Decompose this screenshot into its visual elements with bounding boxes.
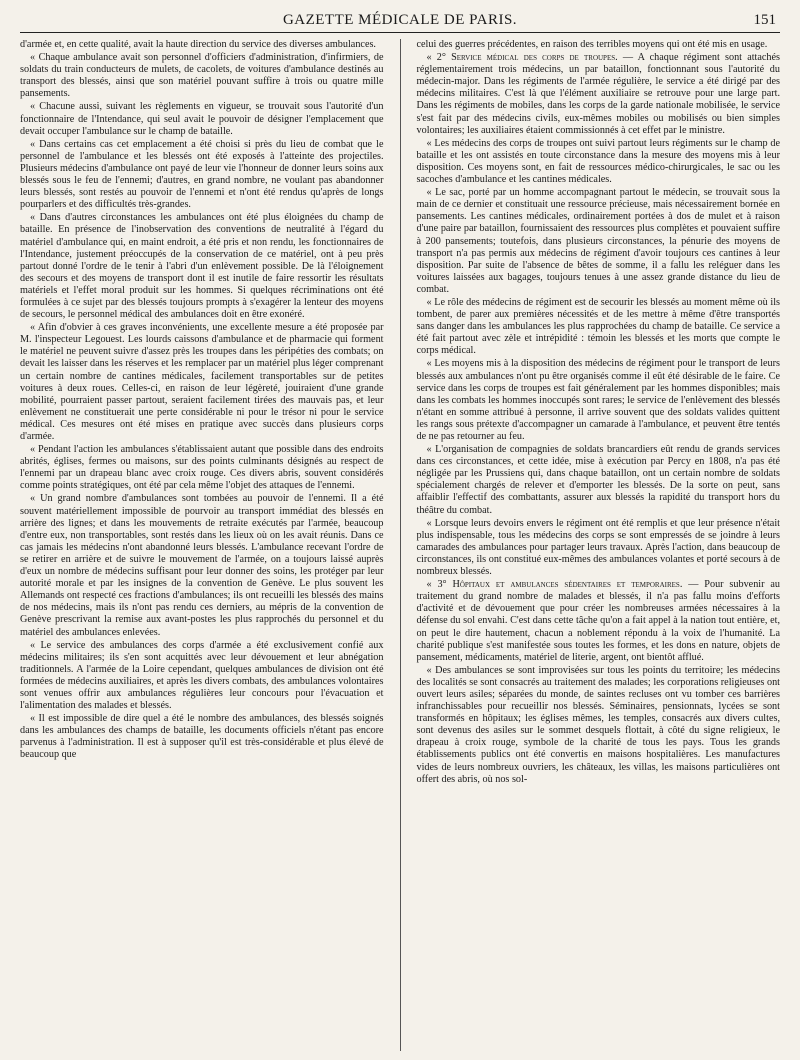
page-number: 151 — [753, 12, 776, 28]
paragraph-text: « Lorsque leurs devoirs envers le régiment ont été remplis et que leur présence n'était plus indispensable, tous les médecins des corps se sont empressés de se joindre à leurs camarades des ambulances pour partager leurs travaux. Après l'action, dans beaucoup de circonstances, ils ont constitué eux-mêmes des ambulances volantes et porté secours à de nombreux blessés. — [416, 517, 780, 578]
paragraph: « Un grand nombre d'ambulances sont tombées au pouvoir de l'ennemi. Il a été souvent matériellement impossible de pourvoir au transport immédiat des blessés en arrière des lignes; et dans les mouvements de retraite exécutés par l'armée, beaucoup d'entre eux, non transportables, sont restés dans les lieux où on les avait réunis. Dans ce cas jamais les médecins n'ont abandonné leurs blessés. L'ambulance recevant l'ordre de se retirer en arrière et de suivre le mouvement de l'armée, on a toujours laissé auprès d'eux un nombre de médecins suffisant pour leur donner des soins, les protéger par leur autorité morale et par les insignes de la convention de Genève. Le plus souvent les Allemands ont respecté ces fractions d'ambulances; ils ont recueilli les blessés des mains de nos médecins, mais ils n'ont pas rendu ces derniers, au mépris de la convention de Genève prescrivant la remise aux avant-postes les plus rapprochés du personnel et du matériel des ambulances enlevées. — [20, 493, 384, 638]
right-column — [417, 39, 781, 1051]
paragraph — [417, 518, 781, 578]
paragraph: « Chaque ambulance avait son personnel d'officiers d'administration, d'infirmiers, de soldats du train conducteurs de mulets, de cacolets, de voitures d'ambulance destinés au transport des blessés, ainsi que son matériel pouvant suffire à trois ou quatre mille pansements. — [20, 52, 384, 100]
left-column — [20, 39, 384, 1051]
paragraph-text: « Le rôle des médecins de régiment est de secourir les blessés au moment même où ils tombent, de parer aux premières nécessités et de les mettre à même d'être transportés sans danger dans les ambulances les plus rapprochées du champ de bataille. Ce service a été fait partout avec zèle et intrépidité : témoin les blessés et les morts que compte le corps médical. — [416, 296, 780, 357]
text-columns — [20, 39, 780, 1051]
journal-title: GAZETTE MÉDICALE DE PARIS. — [282, 12, 518, 28]
paragraph — [417, 297, 781, 357]
paragraph: « Pendant l'action les ambulances s'établissaient autant que possible dans des endroits abrités, églises, fermes ou maisons, sur des points culminants désignés au respect de l'ennemi par un drapeau blanc avec croix rouge. Ces divers abris, souvent considérés comme points stratégiques, ont été par cela même l'objet des attaques de l'ennemi. — [20, 444, 384, 492]
paragraph-text: « L'organisation de compagnies de soldats brancardiers eût rendu de grands services dans ces circonstances, et cette idée, mise à exécution par Percy en 1808, n'a pas été négligée par les Prussiens qui, dans chaque bataillon, ont un certain nombre de soldats spécialement chargés de relever et d'emporter les blessés. De la sorte on peut, sans affaiblir l'effectif des combattants, assurer aux blessés la rapidité du transport hors du théâtre du combat. — [416, 444, 780, 516]
paragraph: « Chacune aussi, suivant les règlements en vigueur, se trouvait sous l'autorité d'un fonctionnaire de l'Intendance, qui seul avait le pouvoir de désigner l'emplacement que devait occuper l'ambulance sur le champ de bataille. — [20, 101, 384, 137]
paragraph-text: — A chaque régiment sont attachés réglementairement trois médecins, un par bataillon, fonctionnant sous l'autorité du médecin-major. Dans les régiments de l'armée régulière, le service a été dirigé par des médecins militaires. C'est là que l'élément auxiliaire se retrouve pour une large part. Dans les régiments de mobiles, dans les corps de la garde nationale mobilisée, le service s'est fait par des médecins civils, eux-mêmes mobiles ou mobilisés ou bien simples volontaires; les auxiliaires étaient commissionnés à cet effet par le ministre. — [416, 52, 780, 136]
paragraph: « Il est impossible de dire quel a été le nombre des ambulances, des blessés soignés dans les ambulances des champs de bataille, les documents officiels n'étant pas encore parvenus à l'administration. Il est à supposer qu'il est très-considérable et plus élevé de beaucoup que — [20, 713, 384, 761]
paragraph-text: celui des guerres précédentes, en raison des terribles moyens qui ont été mis en usage. — [416, 39, 768, 50]
section-paragraph — [417, 579, 781, 664]
section-heading: « 3° Hôpitaux et ambulances sédentaires et temporaires. — [426, 579, 683, 591]
paragraph — [417, 665, 781, 786]
paragraph — [417, 444, 781, 517]
paragraph: « Afin d'obvier à ces graves inconvénients, une excellente mesure a été proposée par M. l'inspecteur Legouest. Les lourds caissons d'ambulance et de pharmacie qui forment le matériel ne peuvent suivre d'assez près les troupes dans les péripéties des combats; on devait les laisser dans les réserves et les remplacer par un matériel plus léger comprenant un certain nombre de cantines médicales, facilement transportables sur de petites voitures à deux roues. Celles-ci, en raison de leur légèreté, jouiraient d'une grande mobilité, pourraient passer partout, seraient facilement tirées des mauvais pas, et leur enlèvement ne constituerait une perte considérable ni pour le trésor ni pour le service médical. Ces mesures ont été mises en pratique avec succès dans plusieurs corps d'armée. — [20, 322, 384, 442]
paragraph — [417, 138, 781, 186]
paragraph: « Le service des ambulances des corps d'armée a été exclusivement confié aux médecins militaires; ils s'en sont acquittés avec leur dévouement et leur abnégation traditionnels. A l'armée de la Loire cependant, quelques ambulances de division ont été formées de médecins auxiliaires, et après les divers combats, des ambulances volontaires sont venues offrir aux ambulances régulières leur concours pour l'évacuation et l'alimentation des malades et blessés. — [20, 639, 384, 712]
paragraph-text: — Pour subvenir au traitement du grand nombre de malades et blessés, il n'a pas fallu moins d'efforts d'activité et de dévouement que pour créer les nombreuses armées nécessaires à la défense du sol envahi. C'est dans cette tâche qu'on a fait appel à la nation tout entière, et, on peut le dire hautement, chacun a noblement répondu à la voix de l'humanité. La charité publique s'est manifestée sous toutes les formes, et les dons en nature, objets de pansement, médicaments, matériel de literie, argent, ont bientôt afflué. — [416, 579, 780, 663]
paragraph — [417, 358, 781, 443]
paragraph-text: « Les médecins des corps de troupes ont suivi partout leurs régiments sur le champ de bataille et les ont assistés en toute circonstance dans la mesure des moyens mis à leur disposition. Ces moyens sont, en fait de ressources médico-chirurgicales, le sac ou les sacoches d'ambulance et les cantines médicales. — [416, 137, 780, 186]
paragraph: d'armée et, en cette qualité, avait la haute direction du service des diverses ambulances. — [20, 39, 376, 50]
paragraph: « Dans certains cas cet emplacement a été choisi si près du lieu de combat que le personnel de l'ambulance et les blessés ont été exposés à l'atteinte des projectiles. Plusieurs médecins d'ambulance ont payé de leur vie l'honneur de donner leurs soins aux blessés sous le feu de l'ennemi; d'autres, en grand nombre, ne voulant pas abandonner leurs blessés, sont restés au pouvoir de l'ennemi et n'ont été rendus qu'après de longs pourparlers et des difficultés très-grandes. — [20, 138, 384, 211]
paragraph-text: « Les moyens mis à la disposition des médecins de régiment pour le transport de leurs blessés aux ambulances n'ont pu être organisés comme il eût été désirable de le faire. Ce service dans les corps de troupes est fait généralement par les hommes disponibles; mais dans les combats les hommes inoccupés sont rares; le service de l'enlèvement des blessés n'étant en somme attribué à personne, il arrive souvent que des soldats valides quittent les rangs sous prétexte d'accompagner un camarade à l'ambulance, et peuvent être tentés de ne pas retourner au feu. — [416, 358, 780, 442]
paragraph-text: « Le sac, porté par un homme accompagnant partout le médecin, se trouvait sous la main de ce dernier et constituait une ressource précieuse, mais nécessairement bornée en pansements. Les cantines médicales, ordinairement portées à dos de mulet et à raison d'une paire par bataillon, fournissaient des ressources plus complètes et pouvaient suffire à 200 pansements; toutefois, dans plusieurs circonstances, la pénurie des moyens de transport n'a pas permis aux médecins de régiment d'avoir toujours ces cantines à leur disposition. Par suite de l'absence de bêtes de somme, il a fallu les reléguer dans les voitures laissées aux bagages, toujours tenues à une assez grande distance du lieu de combat. — [416, 187, 780, 295]
page-header — [20, 10, 780, 33]
section-heading: « 2° Service médical des corps de troupes. — [426, 52, 618, 64]
paragraph — [417, 39, 781, 51]
paragraph-text: « Des ambulances se sont improvisées sur tous les points du territoire; les médecins des localités se sont consacrés au traitement des malades; les corporations religieuses ont ouvert leurs asiles; séparées du monde, de saintes recluses ont vu tomber ces barrières infranchissables pour recueillir nos blessés. Séminaires, pensionnats, lycées se sont transformés en hôpitaux; les églises mêmes, les temples, consacrés aux divers cultes, sont devenus des asiles sur le sommet desquels flottait, à côté du signe religieux, le drapeau à croix rouge, symbole de la charité de tous les pays. Tous les grands établissements publics ont été convertis en maisons hospitalières. Les manufactures vides de leurs nombreux ouvriers, les châteaux, les villas, les maisons particulières ont offert des abris, où nos sol- — [416, 664, 780, 785]
column-divider — [400, 39, 401, 1051]
paragraph — [417, 187, 781, 296]
section-paragraph — [417, 52, 781, 137]
paragraph: « Dans d'autres circonstances les ambulances ont été plus éloignées du champ de bataille. En présence de l'inobservation des conventions de neutralité à l'égard du matériel d'ambulance qui, en maint endroit, a été pris et non rendu, les fonctionnaires de l'Intendance, justement préoccupés de la conservation de ce matériel, ont à peu près partout donné l'ordre de le tenir à l'abri d'un enlèvement possible. De là l'éloignement des secours et des moyens de transport dont il est inutile de faire ressortir les résultats matériels et l'effet moral produit sur les hommes. Si quelques récriminations ont été formulées à ce sujet par des blessés toujours prompts à s'exagérer la lenteur des moyens de secours, le personnel médical des ambulances doit en être exonéré. — [20, 212, 384, 321]
